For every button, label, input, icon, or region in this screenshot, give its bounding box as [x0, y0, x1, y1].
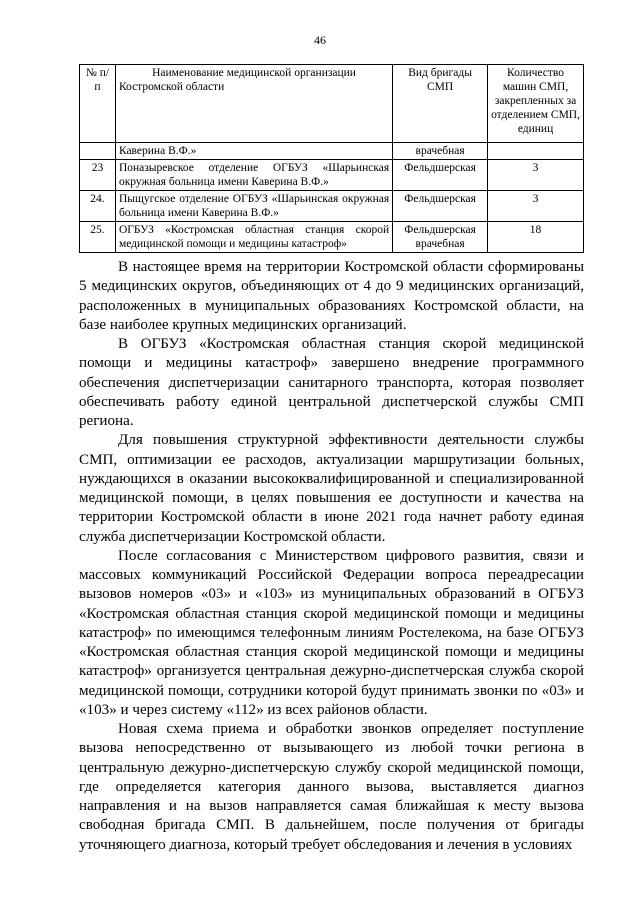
paragraph: Для повышения структурной эффективности деятельности службы СМП, оптимизации ее расходов, актуализации маршрутизации больных, нуждающихся в оказании высококвалифицированной и специализированной медицинской помощи, в целях повышения ее доступности и качества на территории Костромской области в июне 2021 года начнет работу единая служба диспетчеризации Костромской области. — [79, 432, 584, 545]
row-vehicle-count: 3 — [488, 160, 584, 191]
row-num — [80, 143, 116, 160]
row-vehicle-count: 18 — [488, 222, 584, 253]
table-row — [80, 143, 584, 160]
row-team-type: врачебная — [393, 143, 488, 160]
table-row — [80, 191, 584, 222]
header-organization: Наименование медицинской организации Костромской области — [115, 65, 392, 143]
row-num: 25. — [80, 222, 116, 253]
table-row — [80, 222, 584, 253]
row-team-type: Фельдшерская — [393, 160, 488, 191]
row-num: 24. — [80, 191, 116, 222]
header-team-type: Вид бригады СМП — [393, 65, 488, 143]
row-organization: Поназыревское отделение ОГБУЗ «Шарьинская окружная больница имени Каверина В.Ф.» — [115, 160, 392, 191]
table-header-row — [80, 65, 584, 143]
paragraph: В настоящее время на территории Костромской области сформированы 5 медицинских округов, объединяющих от 4 до 9 медицинских организаций, расположенных в муниципальных образованиях Костромской области, на базе наиболее крупных медицинских организаций. — [79, 259, 584, 333]
row-team-type: Фельдшерская — [393, 191, 488, 222]
row-organization: ОГБУЗ «Костромская областная станция скорой медицинской помощи и медицины катастроф» — [115, 222, 392, 253]
ambulance-stations-table — [79, 64, 584, 253]
row-num: 23 — [80, 160, 116, 191]
header-vehicle-count: Количество машин СМП, закрепленных за отделением СМП, единиц — [488, 65, 584, 143]
row-team-type: Фельдшерская врачебная — [393, 222, 488, 253]
row-organization: Каверина В.Ф.» — [115, 143, 392, 160]
paragraph: После согласования с Министерством цифрового развития, связи и массовых коммуникаций Российской Федерации вопроса переадресации вызовов номеров «03» и «103» из муниципальных образований в ОГБУЗ «Костромская областная станция скорой медицинской помощи и медицины катастроф» по имеющимся телефонным линиям Ростелекома, на базе ОГБУЗ «Костромская областная станция скорой медицинской помощи и медицины катастроф» организуется центральная дежурно-диспетчерская служба скорой медицинской помощи, сотрудники которой будут принимать звонки по «03» и «103» и через систему «112» из всех районов области. — [79, 547, 584, 718]
body-text — [79, 258, 584, 855]
paragraph: Новая схема приема и обработки звонков определяет поступление вызова непосредственно от вызывающего из любой точки региона в центральную дежурно-диспетчерскую службу скорой медицинской помощи, где определяется категория данного вызова, выставляется диагноз направления и на вызов направляется самая ближайшая к месту вызова свободная бригада СМП. В дальнейшем, после получения от бригады уточняющего диагноза, который требует обследования и лечения в условиях — [79, 721, 584, 853]
table-row — [80, 160, 584, 191]
page-number: 46 — [314, 33, 326, 47]
row-organization: Пыщугское отделение ОГБУЗ «Шарьинская окружная больница имени Каверина В.Ф.» — [115, 191, 392, 222]
paragraph: В ОГБУЗ «Костромская областная станция скорой медицинской помощи и медицины катастроф» завершено внедрение программного обеспечения диспетчеризации санитарного транспорта, которая позволяет обеспечивать работу единой центральной диспетчерской службы СМП региона. — [79, 336, 584, 429]
row-vehicle-count: 3 — [488, 191, 584, 222]
row-vehicle-count — [488, 143, 584, 160]
header-num: № п/п — [80, 65, 116, 143]
